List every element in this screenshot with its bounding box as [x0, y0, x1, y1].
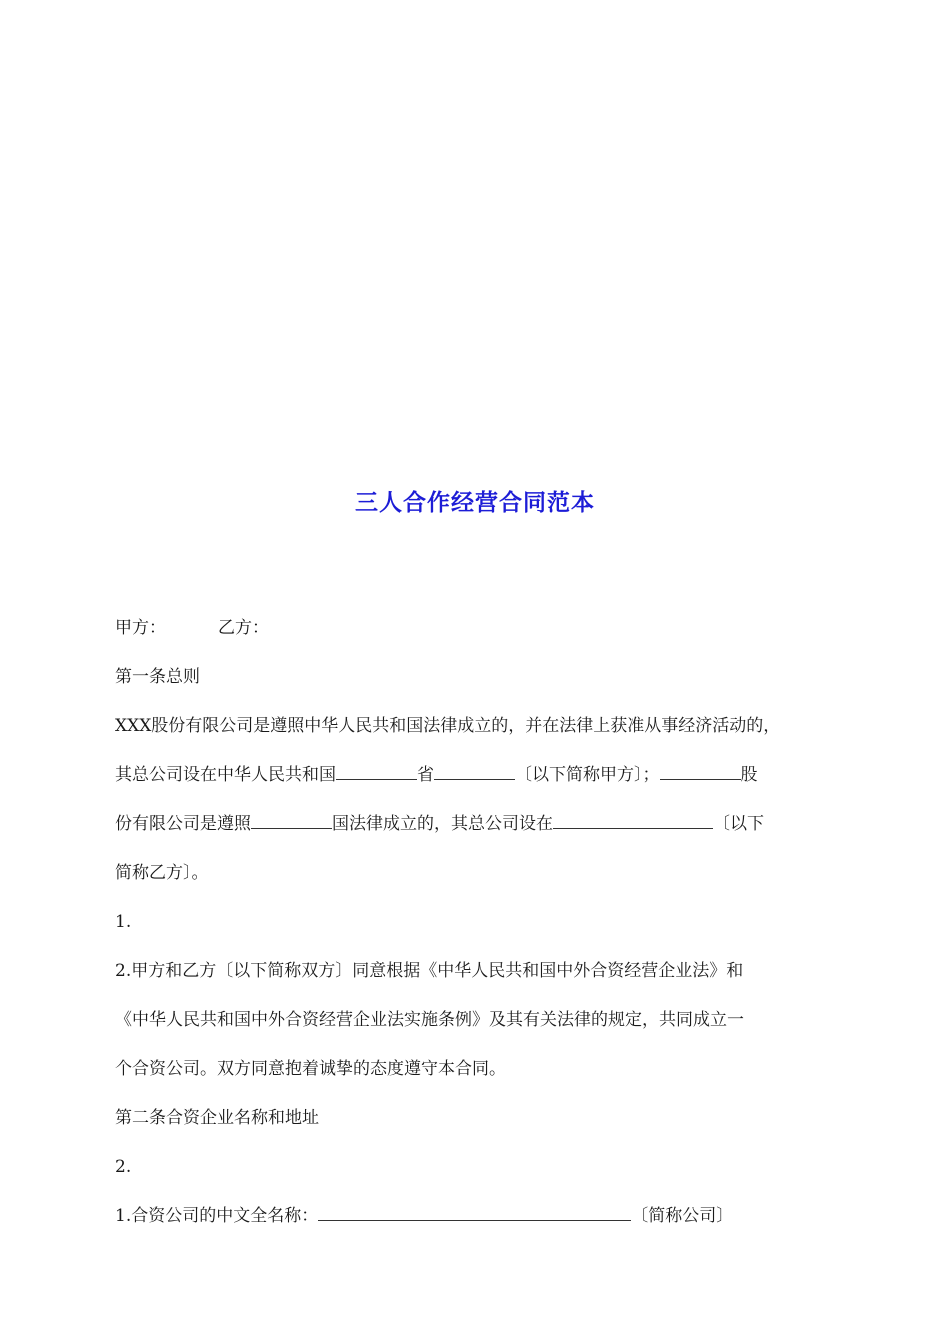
text-segment: 份有限公司是遵照 — [115, 814, 251, 834]
article-1-paragraph-1-line-4: 简称乙方〕。 — [115, 863, 209, 883]
parties-line — [115, 604, 845, 653]
text-segment: 国法律成立的，其总公司设在 — [332, 814, 553, 834]
text-segment: 其总公司设在中华人民共和国 — [115, 765, 336, 785]
document-title: 三人合作经营合同范本 — [355, 490, 595, 516]
text-segment: 〔以下简称甲方〕； — [515, 765, 660, 785]
article-1-paragraph-2-line-1: 2.甲方和乙方〔以下简称双方〕同意根据《中华人民共和国中外合资经营企业法》和 — [115, 961, 744, 981]
party-a-label: 甲方： — [115, 618, 166, 638]
blank-field-party-b-country[interactable] — [251, 810, 332, 829]
blank-field-company-chinese-name[interactable] — [318, 1202, 631, 1221]
article-2-item-2: 2. — [115, 1157, 132, 1177]
blank-field-party-b-address[interactable] — [553, 810, 713, 829]
article-1-paragraph-1-line-3 — [115, 800, 845, 849]
article-1-paragraph-1-line-2 — [115, 751, 845, 800]
article-2-paragraph-1 — [115, 1192, 845, 1241]
article-2-heading: 第二条合资企业名称和地址 — [115, 1108, 319, 1128]
text-segment: 〔简称公司〕 — [631, 1206, 734, 1226]
article-1-item-1: 1. — [115, 912, 132, 932]
document-body — [115, 604, 845, 1241]
article-1-paragraph-2-line-2: 《中华人民共和国中外合资经营企业法实施条例》及其有关法律的规定，共同成立一 — [115, 1010, 744, 1030]
article-1-paragraph-2-line-3: 个合资公司。双方同意抱着诚挚的态度遵守本合同。 — [115, 1059, 506, 1079]
party-b-label: 乙方： — [218, 618, 269, 638]
blank-field-party-b-name[interactable] — [660, 761, 741, 780]
text-segment: 1.合资公司的中文全名称： — [115, 1206, 319, 1226]
text-segment: 〔以下 — [713, 814, 764, 834]
text-segment: 股 — [740, 765, 758, 785]
article-1-heading: 第一条总则 — [115, 667, 200, 687]
article-1-paragraph-1-line-1: XXX股份有限公司是遵照中华人民共和国法律成立的，并在法律上获准从事经济活动的， — [115, 716, 781, 736]
blank-field-province[interactable] — [434, 761, 515, 780]
blank-field-country[interactable] — [336, 761, 417, 780]
text-segment: 省 — [417, 765, 434, 785]
